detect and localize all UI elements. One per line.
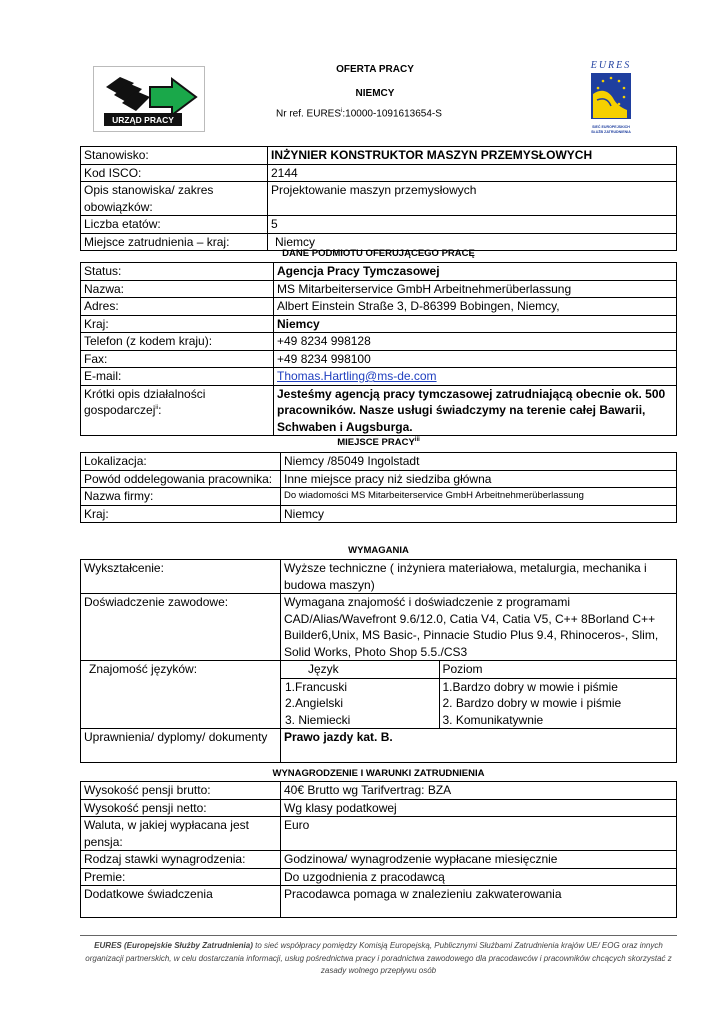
table-row xyxy=(81,560,677,594)
phone-value: +49 8234 998128 xyxy=(274,333,677,351)
phone-label: Telefon (z kodem kraju): xyxy=(81,333,274,351)
document-heading xyxy=(230,64,520,99)
languages-cell xyxy=(281,661,677,729)
business-label: Krótki opis działalności gospodarczej xyxy=(84,386,206,417)
table-row xyxy=(81,164,677,182)
description-label: Opis stanowiska/ zakres obowiązków: xyxy=(81,182,268,216)
delegation-reason-label: Powód oddelegowania pracownika: xyxy=(81,470,281,488)
ref-prefix: Nr ref. EURES xyxy=(276,108,342,120)
language-item: 2.Angielski xyxy=(285,696,344,710)
language-cells xyxy=(281,678,439,728)
address-value: Albert Einstein Straße 3, D-86399 Bobingen, Niemcy, xyxy=(274,298,677,316)
business-footnote-marker: ii xyxy=(155,405,159,411)
document-country: NIEMCY xyxy=(355,88,395,99)
isco-value: 2144 xyxy=(268,164,677,182)
email-link[interactable]: Thomas.Hartling@ms-de.com xyxy=(277,369,437,383)
salary-section-title: WYNAGRODZENIE I WARUNKI ZATRUDNIENIA xyxy=(272,768,485,779)
company-name-label: Nazwa firmy: xyxy=(81,488,281,506)
description-value: Projektowanie maszyn przemysłowych xyxy=(268,182,677,216)
workplace-table xyxy=(80,452,677,523)
table-row xyxy=(81,661,677,729)
workplace-section-title: MIEJSCE PRACY xyxy=(337,437,415,449)
table-row xyxy=(81,216,677,234)
reference-number xyxy=(276,108,442,119)
table-row xyxy=(81,350,677,368)
employer-section-title: DANE PODMIOTU OFERUJĄCEGO PRACĘ xyxy=(282,248,475,259)
language-item: 1.Francuski xyxy=(285,679,348,694)
employer-country-value: Niemcy xyxy=(274,315,677,333)
table-row xyxy=(81,817,677,851)
footer-text: to sieć współpracy pomiędzy Komisją Europejską, Publicznymi Służbami Zatrudnienia krajów UE/ EOG oraz innych organizacji partnerskich, w celu dostarczania informacji, usług pośrednictwa pracy i poradnictwa zawodowego dla pracodawców i pracowników chcących skorzystać z zasady wolnego przepływu osób xyxy=(85,941,672,975)
experience-value: Wymagana znajomość i doświadczenie z programami CAD/Alias/Wavefront 9.6/12.0, Catia V4, Catia V5, C++ 8Borland C++ Builder6,Unix, MS Basic-, Pinnacie Studio Plus 9.4, Rhinoceros-, Slim, Solid Works, Photo Shop 5.5./CS3 xyxy=(281,594,677,661)
table-row xyxy=(81,799,677,817)
location-label: Lokalizacja: xyxy=(81,453,281,471)
table-row xyxy=(81,315,677,333)
languages-label: Znajomość języków: xyxy=(81,661,281,729)
requirements-table xyxy=(80,559,677,763)
gross-salary-value: 40€ Brutto wg Tarifvertrag: BZA xyxy=(281,782,677,800)
languages-table xyxy=(281,661,676,728)
positions-count-value: 5 xyxy=(268,216,677,234)
level-item: 2. Bardzo dobry w mowie i piśmie xyxy=(442,696,622,710)
email-cell xyxy=(274,368,677,386)
table-row xyxy=(81,182,677,216)
workplace-footnote-marker: iii xyxy=(414,437,420,443)
gross-salary-label: Wysokość pensji brutto: xyxy=(81,782,281,800)
table-row xyxy=(81,263,677,281)
education-value: Wyższe techniczne ( inżyniera materiałowa, metalurgia, mechanika i budowa maszyn) xyxy=(281,560,677,594)
email-label: E-mail: xyxy=(81,368,274,386)
footer-note xyxy=(80,940,677,978)
table-row xyxy=(81,729,677,763)
urzad-pracy-logo-graphic xyxy=(94,67,204,131)
address-label: Adres: xyxy=(81,298,274,316)
work-country-value: Niemcy xyxy=(268,233,677,251)
experience-label: Doświadczenie zawodowe: xyxy=(81,594,281,661)
table-row xyxy=(81,368,677,386)
language-row xyxy=(281,678,676,728)
benefits-label: Dodatkowe świadczenia xyxy=(81,886,281,918)
business-value: Jesteśmy agencją pracy tymczasowej zatrudniającą obecnie ok. 500 pracowników. Nasze usługi świadczymy na terenie całej Bawarii, Schwaben i Augsburga. xyxy=(274,385,677,436)
position-label: Stanowisko: xyxy=(81,147,268,165)
table-row xyxy=(81,594,677,661)
business-label-cell xyxy=(81,385,274,436)
language-column-header: Język xyxy=(281,661,439,678)
urzad-pracy-logo-text: URZĄD PRACY xyxy=(112,115,174,125)
net-salary-label: Wysokość pensji netto: xyxy=(81,799,281,817)
salary-table xyxy=(80,781,677,918)
level-column-header: Poziom xyxy=(439,661,676,678)
table-row xyxy=(81,147,677,165)
permits-label: Uprawnienia/ dyplomy/ dokumenty xyxy=(81,729,281,763)
table-row xyxy=(81,470,677,488)
net-salary-value: Wg klasy podatkowej xyxy=(281,799,677,817)
eures-logo-graphic xyxy=(583,58,639,142)
table-row xyxy=(81,453,677,471)
table-row xyxy=(81,385,677,436)
level-item: 1.Bardzo dobry w mowie i piśmie xyxy=(442,679,618,694)
table-row xyxy=(81,488,677,506)
employer-name-value: MS Mitarbeiterservice GmbH Arbeitnehmerüberlassung xyxy=(274,280,677,298)
requirements-section-title: WYMAGANIA xyxy=(348,545,409,556)
location-value: Niemcy /85049 Ingolstadt xyxy=(281,453,677,471)
ref-footnote-marker: i xyxy=(341,108,343,114)
workplace-section-title-wrap xyxy=(80,437,677,448)
workplace-country-label: Kraj: xyxy=(81,505,281,523)
education-label: Wykształcenie: xyxy=(81,560,281,594)
rate-type-label: Rodzaj stawki wynagrodzenia: xyxy=(81,851,281,869)
positions-count-label: Liczba etatów: xyxy=(81,216,268,234)
languages-header-row xyxy=(281,661,676,678)
currency-label: Waluta, w jakiej wypłacana jest pensja: xyxy=(81,817,281,851)
fax-value: +49 8234 998100 xyxy=(274,350,677,368)
table-row xyxy=(81,782,677,800)
permits-value: Prawo jazdy kat. B. xyxy=(281,729,677,763)
table-row xyxy=(81,868,677,886)
employer-name-label: Nazwa: xyxy=(81,280,274,298)
isco-label: Kod ISCO: xyxy=(81,164,268,182)
status-label: Status: xyxy=(81,263,274,281)
benefits-value: Pracodawca pomaga w znalezieniu zakwaterowania xyxy=(281,886,677,918)
fax-label: Fax: xyxy=(81,350,274,368)
level-item: 3. Komunikatywnie xyxy=(442,712,544,727)
ref-number: :10000-1091613654-S xyxy=(342,108,442,120)
rate-type-value: Godzinowa/ wynagrodzenie wypłacane miesięcznie xyxy=(281,851,677,869)
work-country-label: Miejsce zatrudnienia – kraj: xyxy=(81,233,268,251)
workplace-country-value: Niemcy xyxy=(281,505,677,523)
language-item: 3. Niemiecki xyxy=(285,712,351,727)
table-row xyxy=(81,280,677,298)
table-row xyxy=(81,851,677,869)
eures-logo-sub1: SIEĆ EUROPEJSKICH xyxy=(592,125,630,129)
currency-value: Euro xyxy=(281,817,677,851)
eures-logo-sub2: SŁUŻB ZATRUDNIENIA xyxy=(591,130,631,134)
document-title: OFERTA PRACY xyxy=(336,64,414,75)
position-value: INŻYNIER KONSTRUKTOR MASZYN PRZEMYSŁOWYCH xyxy=(268,147,677,165)
eures-logo xyxy=(583,58,639,142)
footer-divider xyxy=(80,935,677,936)
job-table xyxy=(80,146,677,251)
eures-logo-text: EURES xyxy=(590,60,632,71)
delegation-reason-value: Inne miejsce pracy niż siedziba główna xyxy=(281,470,677,488)
table-row xyxy=(81,333,677,351)
business-label-colon: : xyxy=(158,403,162,417)
urzad-pracy-logo xyxy=(93,66,205,132)
employer-table xyxy=(80,262,677,436)
company-name-value: Do wiadomości MS Mitarbeiterservice GmbH Arbeitnehmerüberlassung xyxy=(281,488,677,506)
employer-country-label: Kraj: xyxy=(81,315,274,333)
status-value: Agencja Pracy Tymczasowej xyxy=(274,263,677,281)
table-row xyxy=(81,505,677,523)
table-row xyxy=(81,886,677,918)
footer-lead: EURES (Europejskie Służby Zatrudnienia) xyxy=(94,941,253,950)
bonus-label: Premie: xyxy=(81,868,281,886)
level-cells xyxy=(439,678,676,728)
table-row xyxy=(81,298,677,316)
bonus-value: Do uzgodnienia z pracodawcą xyxy=(281,868,677,886)
